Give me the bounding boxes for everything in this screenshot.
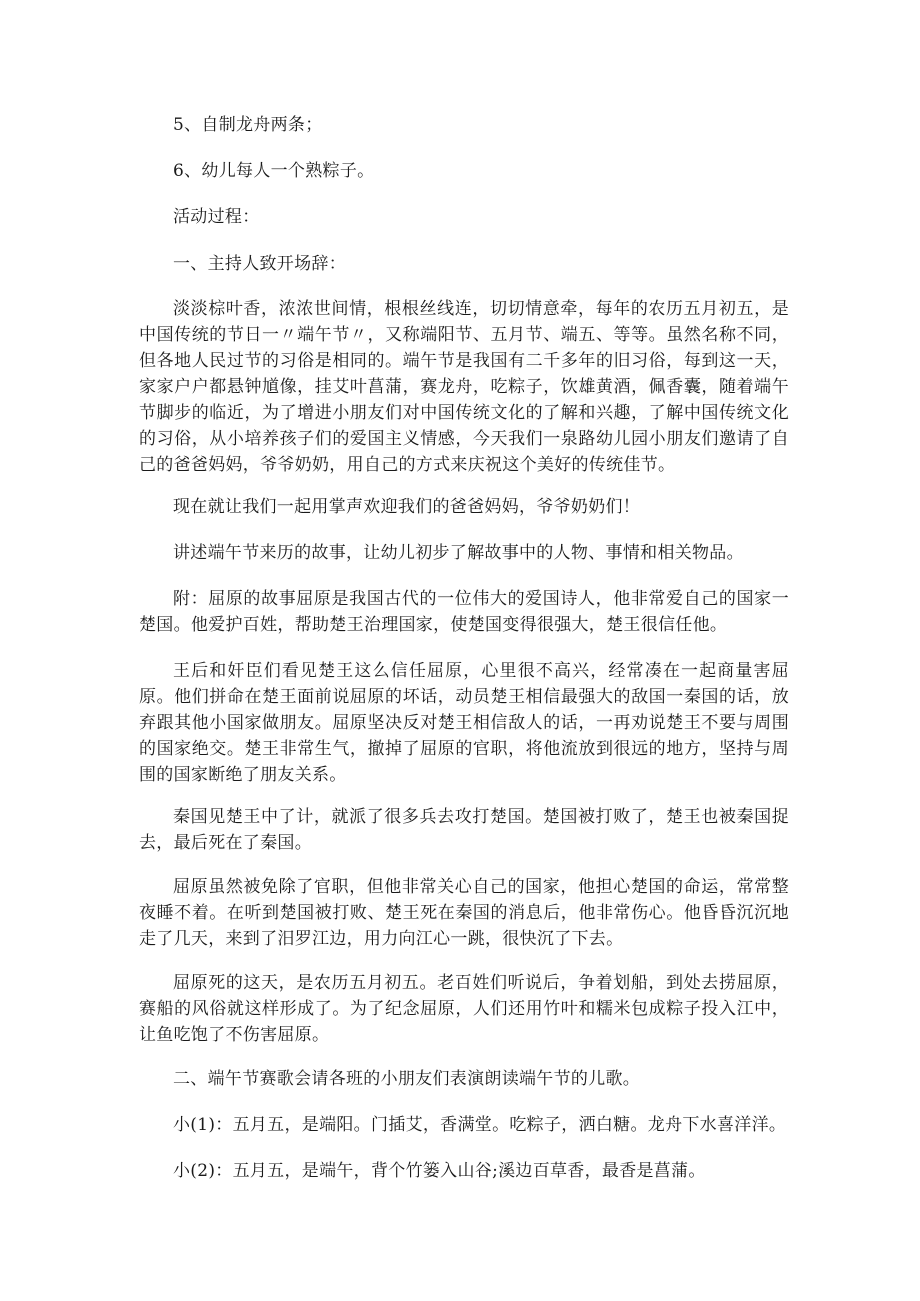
section-heading-opening: 一、主持人致开场辞： (173, 254, 346, 274)
section-heading-song-contest: 二、端午节赛歌会请各班的小朋友们表演朗读端午节的儿歌。 (173, 1069, 641, 1089)
story-intro-paragraph: 讲述端午节来历的故事，让幼儿初步了解故事中的人物、事情和相关物品。 (173, 543, 744, 563)
section-heading-process: 活动过程： (173, 207, 260, 227)
material-item-5: 5、自制龙舟两条； (173, 115, 323, 135)
rhyme-class-1: 小(1)：五月五，是端阳。门插艾，香满堂。吃粽子，洒白糖。龙舟下水喜洋洋。 (173, 1115, 787, 1135)
story-paragraph-3: 秦国见楚王中了计，就派了很多兵去攻打楚国。楚国被打败了，楚王也被秦国捉去，最后死在了秦国。 (139, 807, 789, 853)
rhyme-class-2: 小(2)：五月五，是端午，背个竹篓入山谷;溪边百草香，最香是菖蒲。 (173, 1161, 706, 1181)
opening-speech-paragraph: 淡淡棕叶香，浓浓世间情，根根丝线连，切切情意牵，每年的农历五月初五，是中国传统的节日一〃端午节〃，又称端阳节、五月节、端五、等等。虽然名称不同，但各地人民过节的习俗是相同的。端午节是我国有二千多年的旧习俗，每到这一天，家家户户都悬钟馗像，挂艾叶菖蒲，赛龙舟，吃粽子，饮雄黄酒，佩香囊，随着端午节脚步的临近，为了增进小朋友们对中国传统文化的了解和兴趣，了解中国传统文化的习俗，从小培养孩子们的爱国主义情感，今天我们一泉路幼儿园小朋友们邀请了自己的爸爸妈妈，爷爷奶奶，用自己的方式来庆祝这个美好的传统佳节。 (139, 299, 789, 475)
story-paragraph-2: 王后和奸臣们看见楚王这么信任屈原，心里很不高兴，经常凑在一起商量害屈原。他们拼命在楚王面前说屈原的坏话，动员楚王相信最强大的敌国一秦国的话，放弃跟其他小国家做朋友。屈原坚决反对楚王相信敌人的话，一再劝说楚王不要与周围的国家绝交。楚王非常生气，撤掉了屈原的官职，将他流放到很远的地方，坚持与周围的国家断绝了朋友关系。 (139, 661, 789, 785)
welcome-paragraph: 现在就让我们一起用掌声欢迎我们的爸爸妈妈，爷爷奶奶们！ (173, 497, 641, 517)
material-item-6: 6、幼儿每人一个熟粽子。 (173, 161, 375, 181)
story-paragraph-4: 屈原虽然被免除了官职，但他非常关心自己的国家，他担心楚国的命运，常常整夜睡不着。在听到楚国被打败、楚王死在秦国的消息后，他非常伤心。他昏昏沉沉地走了几天，来到了汨罗江边，用力向江心一跳，很快沉了下去。 (139, 877, 789, 949)
story-paragraph-5: 屈原死的这天，是农历五月初五。老百姓们听说后，争着划船，到处去捞屈原，赛船的风俗就这样形成了。为了纪念屈原，人们还用竹叶和糯米包成粽子投入江中，让鱼吃饱了不伤害屈原。 (139, 973, 789, 1045)
story-paragraph-1: 附：屈原的故事屈原是我国古代的一位伟大的爱国诗人，他非常爱自己的国家一楚国。他爱护百姓，帮助楚王治理国家，使楚国变得很强大，楚王很信任他。 (139, 589, 789, 635)
